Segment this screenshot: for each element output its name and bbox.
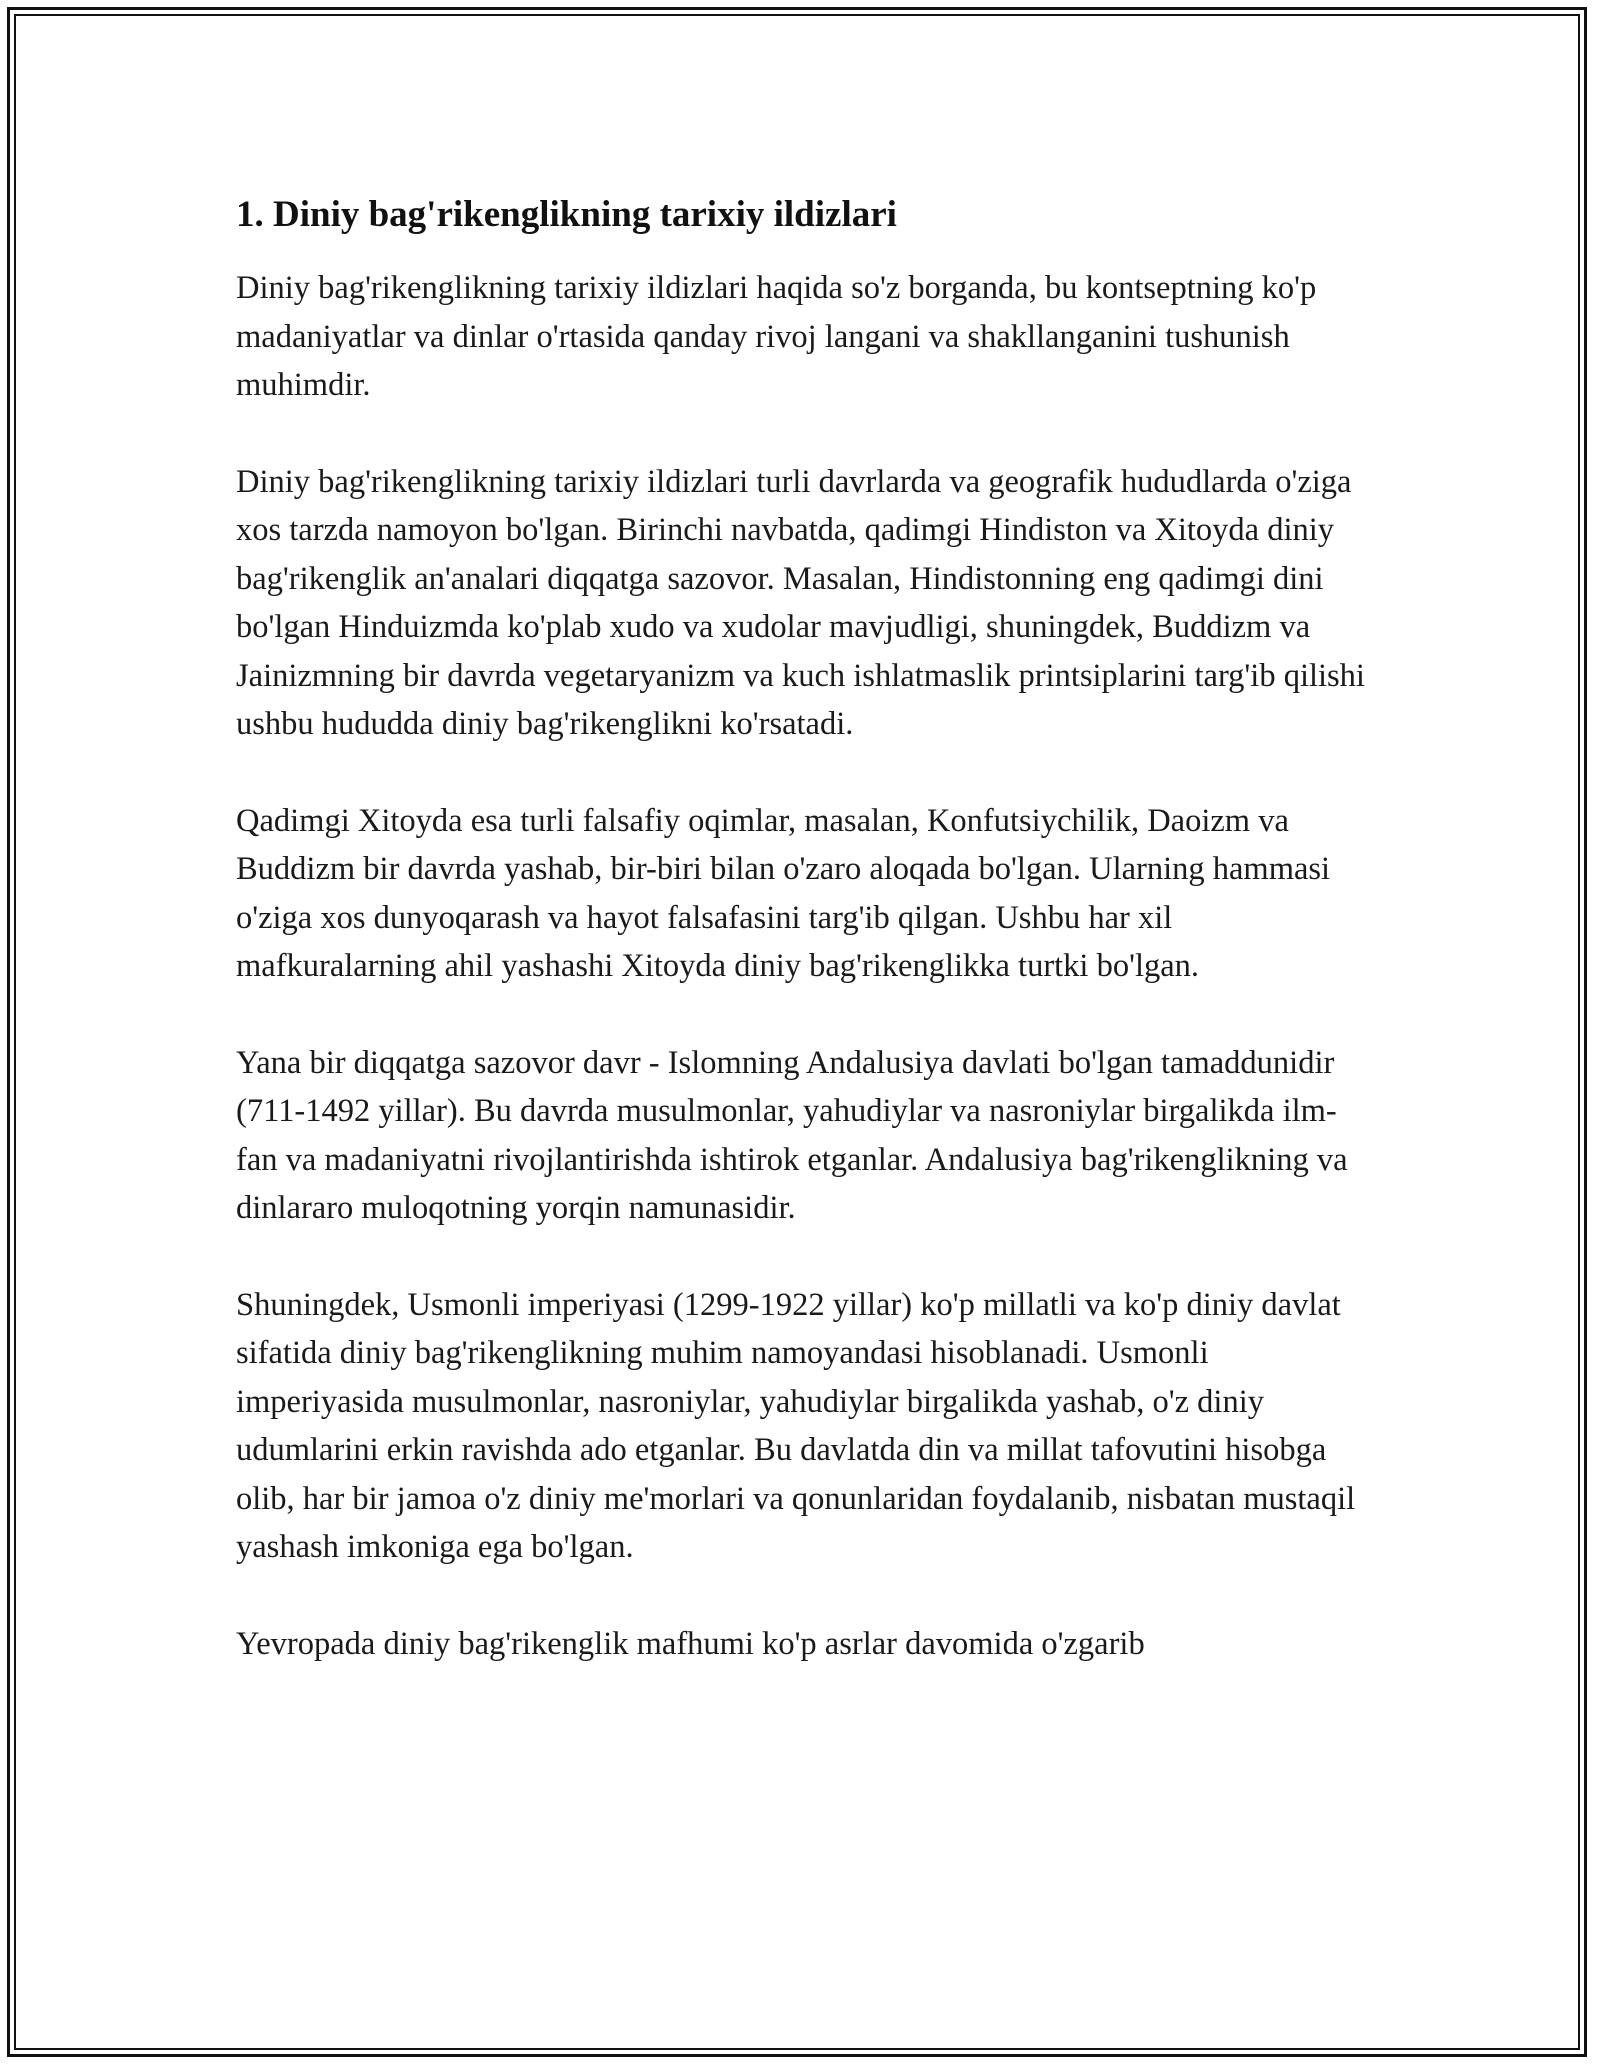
paragraph-intro: Diniy bag'rikenglikning tarixiy ildizlari haqida so'z borganda, bu kontseptning ko'p madaniyatlar va dinlar o'rtasida qanday rivoj langani va shakllanganini tushunish muhimdir. [236,270,1317,403]
paragraph-ottoman-empire: Shuningdek, Usmonli imperiyasi (1299-1922 yillar) ko'p millatli va ko'p diniy davlat sifatida diniy bag'rikenglikning muhim namoyandasi hisoblanadi. Usmonli imperiyasida musulmonlar, nasroniylar, yahudiylar birgalikda yashab, o'z diniy udumlarini erkin ravishda ado etganlar. Bu davlatda din va millat tafovutini hisobga olib, har bir jamoa o'z diniy me'morlari va qonunlaridan foydalanib, nisbatan mustaqil yashash imkoniga ega bo'lgan. [236,1286,1356,1565]
paragraph-andalusia: Yana bir diqqatga sazovor davr - Islomning Andalusiya davlati bo'lgan tamaddunidir (711-1492 yillar). Bu davrda musulmonlar, yahudiylar va nasroniylar birgalikda ilm-fan va madaniyatni rivojlantirishda ishtirok etganlar. Andalusiya bag'rikenglikning va dinlararo muloqotning yorqin namunasidir. [236,1044,1348,1226]
section-heading: 1. Diniy bag'rikenglikning tarixiy ildizlari [236,194,897,235]
document-body [236,188,1376,1716]
paragraph-india-china: Diniy bag'rikenglikning tarixiy ildizlari turli davrlarda va geografik hududlarda o'ziga xos tarzda namoyon bo'lgan. Birinchi navbatda, qadimgi Hindiston va Xitoyda diniy bag'rikenglik an'analari diqqatga sazovor. Masalan, Hindistonning eng qadimgi dini bo'lgan Hinduizmda ko'plab xudo va xudolar mavjudligi, shuningdek, Buddizm va Jainizmning bir davrda vegetaryanizm va kuch ishlatmaslik printsiplarini targ'ib qilishi ushbu hududda diniy bag'rikenglikni ko'rsatadi. [236,463,1365,742]
paragraph-europe: Yevropada diniy bag'rikenglik mafhumi ko'p asrlar davomida o'zgarib [236,1625,1145,1662]
paragraph-ancient-china: Qadimgi Xitoyda esa turli falsafiy oqimlar, masalan, Konfutsiychilik, Daoizm va Buddizm bir davrda yashab, bir-biri bilan o'zaro aloqada bo'lgan. Ularning hammasi o'ziga xos dunyoqarash va hayot falsafasini targ'ib qilgan. Ushbu har xil mafkuralarning ahil yashashi Xitoyda diniy bag'rikenglikka turtki bo'lgan. [236,802,1331,984]
